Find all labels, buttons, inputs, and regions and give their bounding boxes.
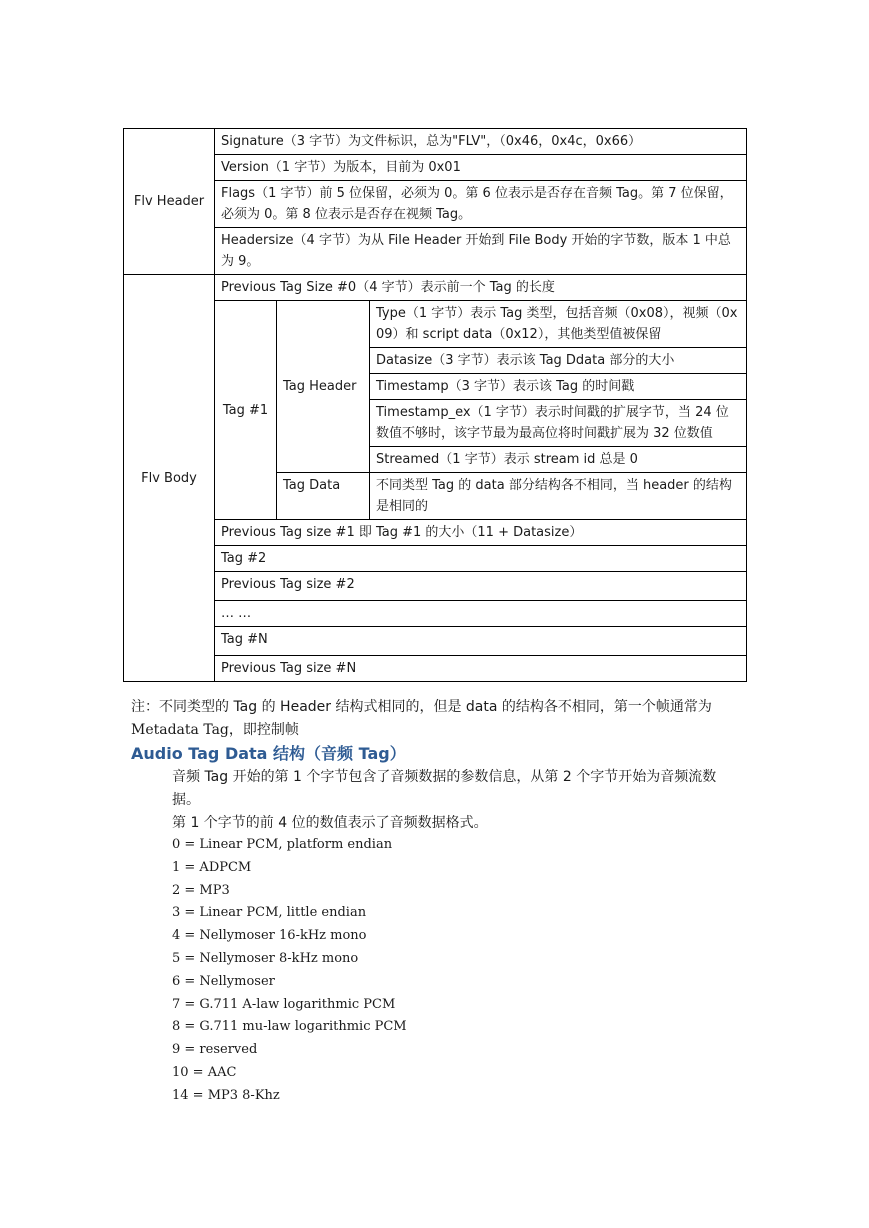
list-item: 8 = G.711 mu-law logarithmic PCM <box>172 1019 407 1035</box>
flv-header-label: Flv Header <box>124 129 215 275</box>
signature-cell: Signature（3 字节）为文件标识，总为"FLV"，（0x46，0x4c，0x66） <box>215 129 747 155</box>
table-row <box>124 601 747 627</box>
tag-data-label: Tag Data <box>277 473 370 520</box>
list-item: 5 = Nellymoser 8-kHz mono <box>172 950 359 966</box>
table-note <box>131 696 741 742</box>
table-row <box>124 301 747 348</box>
timestamp-cell: Timestamp（3 字节）表示该 Tag 的时间戳 <box>370 374 747 400</box>
table-row <box>124 572 747 601</box>
tagn-cell: Tag #N <box>215 627 747 656</box>
note-line-2: Metadata Tag，即控制帧 <box>131 722 299 738</box>
datasize-cell: Datasize（3 字节）表示该 Tag Ddata 部分的大小 <box>370 348 747 374</box>
prev-tag-size-0-cell: Previous Tag Size #0（4 字节）表示前一个 Tag 的长度 <box>215 275 747 301</box>
version-cell: Version（1 字节）为版本，目前为 0x01 <box>215 155 747 181</box>
table-row <box>124 275 747 301</box>
prev-tag-size-1-cell: Previous Tag size #1 即 Tag #1 的大小（11 + Datasize） <box>215 520 747 546</box>
table-row <box>124 155 747 181</box>
list-item: 3 = Linear PCM, little endian <box>172 905 367 921</box>
flv-structure-table <box>123 128 747 682</box>
list-item: 2 = MP3 <box>172 882 230 898</box>
tag2-cell: Tag #2 <box>215 546 747 572</box>
list-item: 10 = AAC <box>172 1064 237 1080</box>
section-heading: Audio Tag Data 结构（音频 Tag） <box>131 744 406 763</box>
prev-tag-size-2-cell: Previous Tag size #2 <box>215 572 747 601</box>
list-item: 7 = G.711 A-law logarithmic PCM <box>172 996 396 1012</box>
note-line-1: 注：不同类型的 Tag 的 Header 结构式相同的，但是 data 的结构各不相同，第一个帧通常为 <box>131 699 712 715</box>
table-row <box>124 520 747 546</box>
paragraph-1: 音频 Tag 开始的第 1 个字节包含了音频数据的参数信息，从第 2 个字节开始为音频流数据。 <box>172 769 717 808</box>
flv-body-label: Flv Body <box>124 275 215 682</box>
list-item: 14 = MP3 8-Khz <box>172 1087 280 1103</box>
flags-cell: Flags（1 字节）前 5 位保留，必须为 0。第 6 位表示是否存在音频 Tag。第 7 位保留，必须为 0。第 8 位表示是否存在视频 Tag。 <box>215 181 747 228</box>
list-item: 4 = Nellymoser 16-kHz mono <box>172 928 367 944</box>
tag-data-cell: 不同类型 Tag 的 data 部分结构各不相同，当 header 的结构是相同的 <box>370 473 747 520</box>
ellipsis-cell: … … <box>215 601 747 627</box>
tag-header-label: Tag Header <box>277 301 370 473</box>
table-row <box>124 627 747 656</box>
type-cell: Type（1 字节）表示 Tag 类型，包括音频（0x08），视频（0x09）和 script data（0x12），其他类型值被保留 <box>370 301 747 348</box>
audio-format-list <box>172 834 407 1108</box>
table-row <box>124 181 747 228</box>
table-row <box>124 656 747 682</box>
tag1-label: Tag #1 <box>215 301 277 520</box>
paragraph-2: 第 1 个字节的前 4 位的数值表示了音频数据格式。 <box>172 815 488 831</box>
list-item: 9 = reserved <box>172 1042 258 1058</box>
prev-tag-size-n-cell: Previous Tag size #N <box>215 656 747 682</box>
headersize-cell: Headersize（4 字节）为从 File Header 开始到 File Body 开始的字节数，版本 1 中总为 9。 <box>215 228 747 275</box>
list-item: 1 = ADPCM <box>172 859 252 875</box>
section-body <box>172 766 740 835</box>
table-row <box>124 129 747 155</box>
table-row <box>124 228 747 275</box>
list-item: 0 = Linear PCM, platform endian <box>172 837 393 852</box>
table-row <box>124 546 747 572</box>
list-item: 6 = Nellymoser <box>172 973 275 989</box>
streamed-cell: Streamed（1 字节）表示 stream id 总是 0 <box>370 447 747 473</box>
timestamp-ex-cell: Timestamp_ex（1 字节）表示时间戳的扩展字节，当 24 位数值不够时，该字节最为最高位将时间戳扩展为 32 位数值 <box>370 400 747 447</box>
